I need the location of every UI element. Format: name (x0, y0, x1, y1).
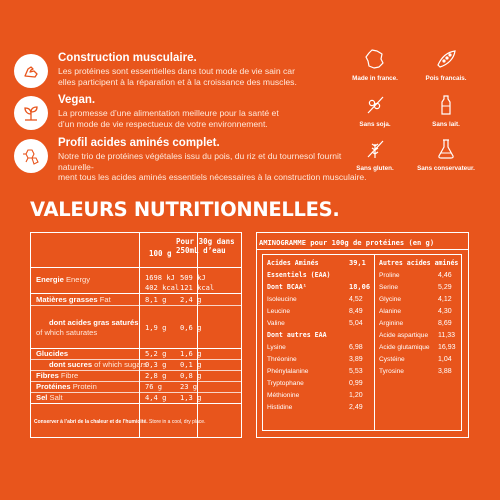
amino-row-name: Isoleucine (267, 296, 297, 303)
salt-100: 4,4 g (145, 393, 167, 402)
other-amino-header-name: Autres acides aminés (379, 259, 459, 267)
row-protein-label: Protéines Protein (36, 382, 97, 391)
energy-kj-30: 509 kJ (180, 273, 206, 282)
amino-row-value: 0,99 (349, 380, 363, 387)
row-sugars-label: dont sucres of which sugars (49, 360, 147, 369)
bcaa-header-name: Dont BCAA¹ (267, 283, 307, 291)
feature-muscle (8, 52, 358, 92)
badge-label: Sans lait. (432, 121, 460, 128)
row-saturates-en: of which saturates (36, 328, 98, 337)
amino-row-value: 4,30 (438, 308, 452, 315)
amino-row-name: Proline (379, 272, 400, 279)
feature-vegan (8, 94, 358, 134)
energy-kcal-30: 121 kcal (180, 283, 215, 292)
amino-row-name: Thréonine (267, 356, 297, 363)
amino-row-name: Lysine (267, 344, 286, 351)
eaa-header2-name: Essentiels (EAA) (267, 271, 331, 279)
saturates-100: 1,9 g (145, 323, 167, 332)
nutrition-table (30, 232, 242, 438)
section-title: VALEURS NUTRITIONNELLES. (30, 198, 340, 221)
amino-row-value: 4,46 (438, 272, 452, 279)
amino-row-value: 1,04 (438, 356, 452, 363)
badge-label: Pois francais. (425, 75, 467, 82)
col-header-100g: 100 g (149, 249, 172, 258)
amino-row-name: Phénylalanine (267, 368, 309, 375)
amino-row-value: 8,69 (438, 320, 452, 327)
col-sep (197, 233, 198, 437)
amino-row-value: 5,53 (349, 368, 363, 375)
amino-row-value: 4,52 (349, 296, 363, 303)
row-carbs-label: Glucides (36, 349, 69, 358)
amino-row-value: 3,89 (349, 356, 363, 363)
carbs-30: 1,6 g (180, 349, 202, 358)
feature-title: Construction musculaire. (58, 52, 197, 64)
feature-title: Vegan. (58, 94, 96, 106)
fibre-100: 2,8 g (145, 371, 167, 380)
badge-sans-soja (336, 94, 414, 132)
amino-row-value: 2,49 (349, 404, 363, 411)
badge-label: Sans soja. (359, 121, 391, 128)
carbs-100: 5,2 g (145, 349, 167, 358)
amino-row-value: 5,04 (349, 320, 363, 327)
row-energy-label: Energie Energy (36, 275, 91, 284)
feature-description: La promesse d’une alimentation meilleure pour la santé et d’un mode de vie respectueux de votre environnement. (58, 108, 279, 129)
amino-row-name: Serine (379, 284, 399, 291)
molecule-icon (14, 139, 48, 173)
amino-row-name: Acide glutamique (379, 344, 430, 351)
leaf-sprout-icon (14, 96, 48, 130)
amino-row-value: 6,98 (349, 344, 363, 351)
energy-kj-100: 1698 kJ (145, 273, 175, 282)
badge-sans-gluten (336, 138, 414, 176)
row-fibre-label: Fibres Fibre (36, 371, 79, 380)
amino-row-name: Tryptophane (267, 380, 304, 387)
fat-100: 8,1 g (145, 295, 167, 304)
no-gluten-icon (364, 138, 386, 160)
sugars-100: 0,3 g (145, 360, 167, 369)
badge-label: Sans gluten. (356, 165, 394, 172)
amino-row-value: 3,88 (438, 368, 452, 375)
fibre-30: 0,8 g (180, 371, 202, 380)
france-map-icon (364, 48, 386, 70)
badge-pois-francais (407, 48, 485, 86)
feature-title: Profil acides aminés complet. (58, 137, 220, 149)
saturates-30: 0,6 g (180, 323, 202, 332)
amino-row-value: 5,29 (438, 284, 452, 291)
amino-row-value: 1,20 (349, 392, 363, 399)
no-soy-icon (364, 94, 386, 116)
row-saturates-label: dont acides gras saturés (49, 318, 139, 327)
badge-made-in-france (336, 48, 414, 86)
badge-sans-conservateur (407, 138, 485, 176)
other-eaa-header-name: Dont autres EAA (267, 331, 327, 339)
eaa-header-value: 39,1 (349, 259, 366, 267)
muscle-arm-icon (14, 54, 48, 88)
badge-sans-lait (407, 94, 485, 132)
amino-row-name: Histidine (267, 404, 293, 411)
amino-row-name: Méthionine (267, 392, 300, 399)
no-preservative-icon (435, 138, 457, 160)
col-header-30g: Pour 30g dans 250mL d’eau (176, 237, 235, 255)
feature-description: Notre trio de protéines végétales issu du pois, du riz et du tournesol fournit naturelle- ment tous les acides aminés essentiels nécessaires à la construction musculaire. (58, 151, 367, 182)
amino-row-name: Tyrosine (379, 368, 404, 375)
aminogram-grid (262, 254, 462, 431)
amino-row-name: Alanine (379, 308, 401, 315)
amino-row-value: 11,33 (438, 332, 455, 339)
fat-30: 2,4 g (180, 295, 202, 304)
badge-label: Sans conservateur. (417, 165, 475, 172)
pea-pod-icon (435, 48, 457, 70)
salt-30: 1,3 g (180, 393, 202, 402)
aminogram-table (256, 232, 469, 438)
aminogram-title: AMINOGRAMME pour 100g de protéines (en g) (259, 238, 435, 247)
bcaa-header-value: 18,06 (349, 283, 371, 291)
amino-row-name: Leucine (267, 308, 291, 315)
protein-100: 76 g (145, 382, 163, 391)
amino-row-name: Glycine (379, 296, 401, 303)
row-salt-label: Sel Salt (36, 393, 63, 402)
no-milk-icon (435, 94, 457, 116)
amino-row-name: Acide aspartique (379, 332, 429, 339)
eaa-header-name: Acides Aminés (267, 259, 319, 267)
amino-row-value: 16,93 (438, 344, 456, 351)
sugars-30: 0,1 g (180, 360, 202, 369)
storage-note: Conserver à l’abri de la chaleur et de l’humidité. Store in a cool, dry place. (34, 419, 206, 425)
feature-description: Les protéines sont essentielles dans tout mode de vie sain car elles participent à la réparation et à la croissance des muscles. (58, 66, 297, 87)
amino-row-value: 4,12 (438, 296, 452, 303)
row-fat-label: Matières grasses Fat (36, 295, 111, 304)
amino-row-value: 8,49 (349, 308, 363, 315)
amino-row-name: Cystéine (379, 356, 405, 363)
amino-row-name: Valine (267, 320, 285, 327)
badge-label: Made in france. (352, 75, 398, 82)
energy-kcal-100: 402 kcal (145, 283, 180, 292)
feature-amino-profile (8, 137, 367, 182)
protein-30: 23 g (180, 382, 198, 391)
amino-row-name: Arginine (379, 320, 404, 327)
